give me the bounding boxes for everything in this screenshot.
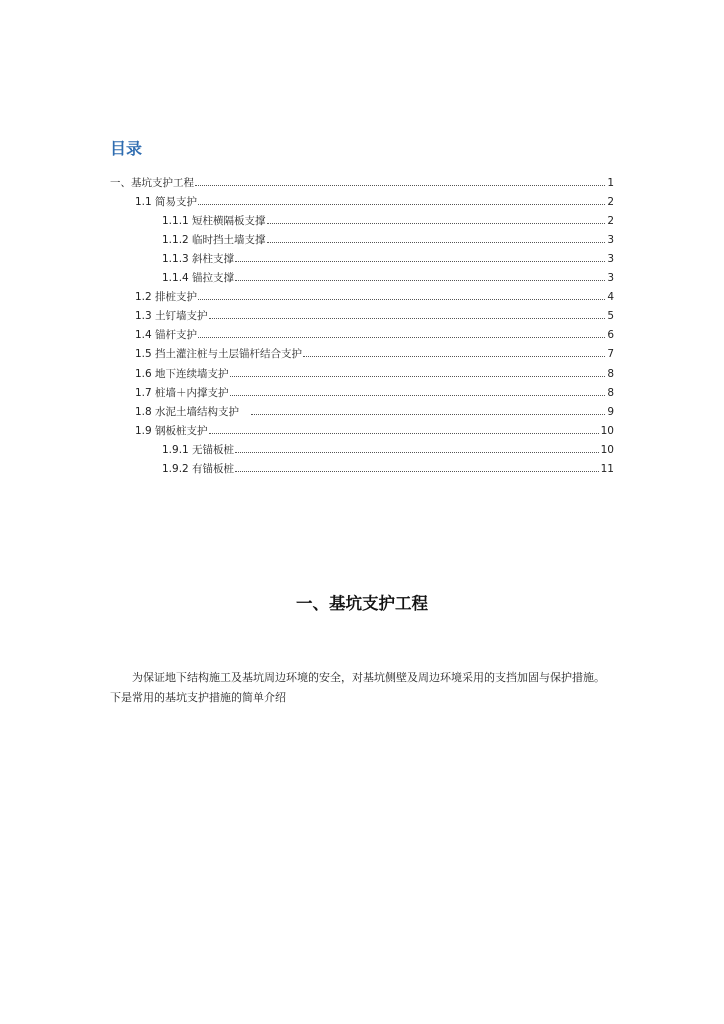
toc-leader <box>235 280 605 281</box>
toc-title: 目录 <box>110 139 143 158</box>
toc-entry[interactable] <box>110 284 614 303</box>
toc-entry[interactable] <box>110 456 614 475</box>
toc-entry[interactable] <box>110 170 614 189</box>
toc-entry[interactable] <box>110 380 614 399</box>
toc-leader <box>235 261 605 262</box>
toc-entry[interactable] <box>110 437 614 456</box>
toc-entry-page: 3 <box>607 253 614 266</box>
toc-entry-label: 1.1.1 短柱横隔板支撑 <box>162 215 266 228</box>
toc-entry-label: 1.6 地下连续墙支护 <box>135 367 229 380</box>
toc-entry[interactable] <box>110 399 614 418</box>
toc-entry-page: 2 <box>607 196 614 209</box>
toc-entry-label: 1.3 土钉墙支护 <box>135 310 208 323</box>
toc-entry-label: 1.1.4 锚拉支撑 <box>162 272 235 285</box>
toc-entry-page: 8 <box>607 367 614 380</box>
toc-entry-page: 10 <box>600 443 614 456</box>
toc-entry-page: 2 <box>607 215 614 228</box>
toc-entry[interactable] <box>110 322 614 341</box>
toc-entry-page: 7 <box>607 348 614 361</box>
toc-entry-page: 11 <box>600 462 614 475</box>
toc-entry-page: 5 <box>607 310 614 323</box>
toc-entry-page: 4 <box>607 291 614 304</box>
toc-entry-label: 1.2 排桩支护 <box>135 291 198 304</box>
toc-entry[interactable] <box>110 303 614 322</box>
toc-entry-label: 1.1.2 临时挡土墙支撑 <box>162 234 266 247</box>
toc-entry-page: 1 <box>607 177 614 190</box>
toc-entry-page: 9 <box>607 405 614 418</box>
table-of-contents <box>110 170 614 475</box>
toc-leader <box>230 376 606 377</box>
toc-entry-page: 8 <box>607 386 614 399</box>
toc-entry-page: 3 <box>607 234 614 247</box>
toc-leader <box>209 433 599 434</box>
toc-entry-label: 1.9.2 有锚板桩 <box>162 462 235 475</box>
toc-leader <box>267 223 606 224</box>
toc-entry-label: 1.7 桩墙＋内撑支护 <box>135 386 229 399</box>
section-heading: 一、基坑支护工程 <box>296 594 428 613</box>
toc-entry[interactable] <box>110 360 614 379</box>
toc-entry-label: 1.5 挡土灌注桩与土层锚杆结合支护 <box>135 348 303 361</box>
toc-leader <box>198 299 605 300</box>
toc-leader <box>267 242 606 243</box>
toc-leader <box>235 471 599 472</box>
toc-entry[interactable] <box>110 189 614 208</box>
toc-leader <box>195 185 605 186</box>
toc-entry[interactable] <box>110 265 614 284</box>
toc-entry-label: 1.4 锚杆支护 <box>135 329 198 342</box>
toc-entry-page: 3 <box>607 272 614 285</box>
toc-entry[interactable] <box>110 341 614 360</box>
toc-leader <box>303 356 605 357</box>
toc-entry-label: 1.1 简易支护 <box>135 196 198 209</box>
toc-leader <box>209 318 606 319</box>
toc-leader <box>230 395 606 396</box>
toc-entry[interactable] <box>110 418 614 437</box>
toc-entry-label: 1.9 钢板桩支护 <box>135 424 208 437</box>
toc-entry-label: 1.1.3 斜柱支撑 <box>162 253 235 266</box>
toc-entry-page: 10 <box>600 424 614 437</box>
toc-entry-label: 1.8 水泥土墙结构支护 <box>135 405 240 418</box>
toc-leader <box>198 337 605 338</box>
toc-leader <box>251 414 605 415</box>
toc-entry[interactable] <box>110 227 614 246</box>
toc-entry-page: 6 <box>607 329 614 342</box>
toc-entry[interactable] <box>110 208 614 227</box>
toc-leader <box>235 452 599 453</box>
toc-entry[interactable] <box>110 246 614 265</box>
toc-leader <box>198 204 605 205</box>
body-paragraph: 为保证地下结构施工及基坑周边环境的安全，对基坑侧壁及周边环境采用的支挡加固与保护措施。下是常用的基坑支护措施的简单介绍 <box>110 671 605 704</box>
toc-entry-label: 1.9.1 无锚板桩 <box>162 443 235 456</box>
toc-entry-label: 一、基坑支护工程 <box>110 177 194 190</box>
